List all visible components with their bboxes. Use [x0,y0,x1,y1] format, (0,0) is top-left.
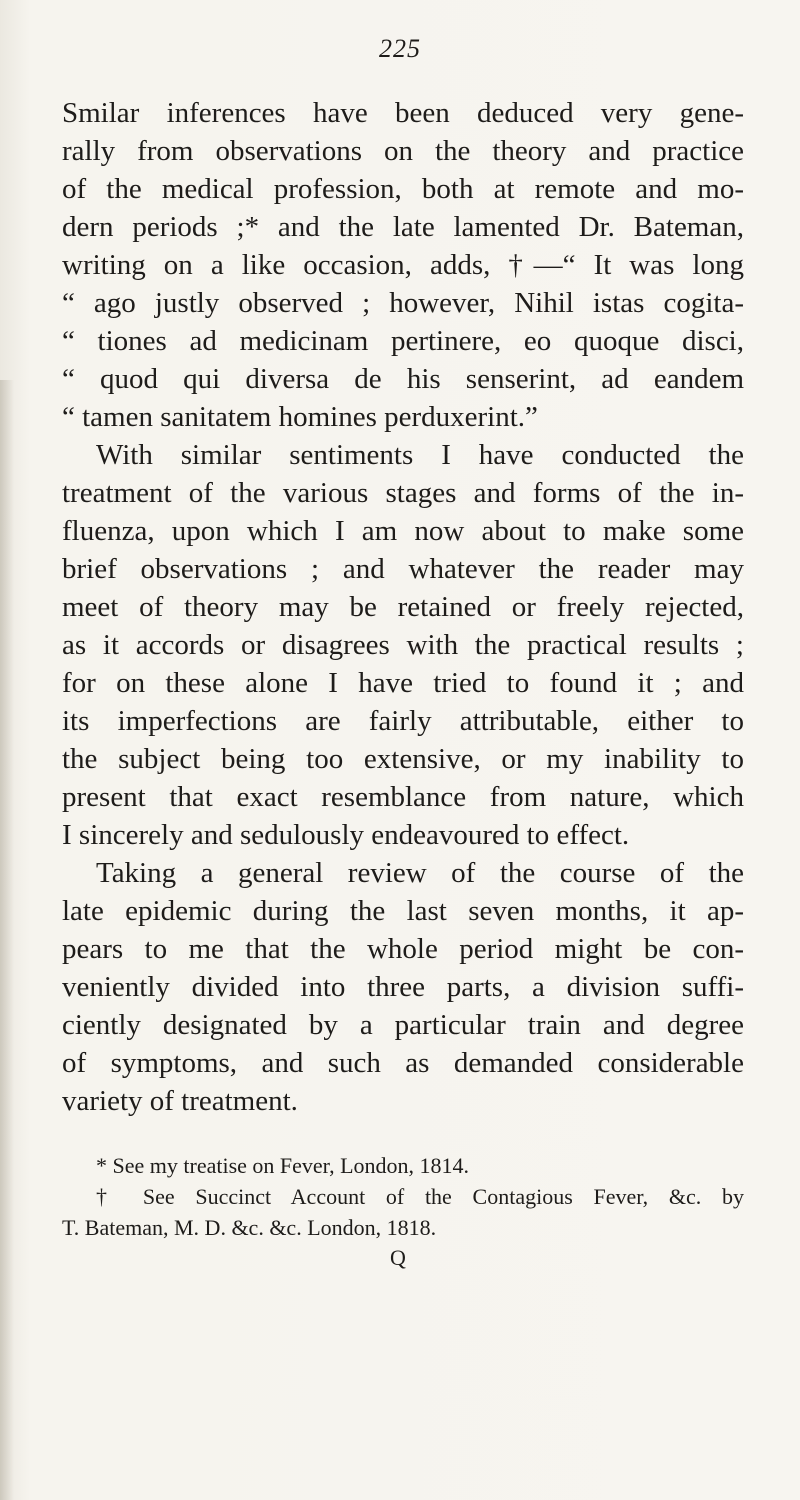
text-line: variety of treatment. [62,1085,298,1117]
text-line: I sincerely and sedulously endeavoured to effect. [62,819,630,851]
text-line: fluenza, upon which I am now about to make some [62,515,744,547]
text-line: pears to me that the whole period might be con- [62,933,744,965]
text-line: Taking a general review of the course of the [96,857,744,889]
text-line: as it accords or disagrees with the practical results ; [62,629,744,661]
text-line: veniently divided into three parts, a division suffi- [62,971,744,1003]
text-line: of the medical profession, both at remote and mo- [62,173,744,205]
text-line: ciently designated by a particular train and degree [62,1009,744,1041]
footnote: T. Bateman, M. D. &c. &c. London, 1818. [62,1215,437,1240]
footnote: * See my treatise on Fever, London, 1814. [96,1153,470,1178]
footnote: † See Succinct Account of the Contagious Fever, &c. by [96,1184,744,1209]
text-line: its imperfections are fairly attributable, either to [62,705,744,737]
text-line: Smilar inferences have been deduced very gene- [62,97,744,129]
text-line: writing on a like occasion, adds, †—“ It was long [62,249,744,281]
text-line: late epidemic during the last seven months, it ap- [62,895,744,927]
printer-signature-mark: Q [390,1245,406,1270]
text-line: treatment of the various stages and forms of the in- [62,477,744,509]
text-line: “ quod qui diversa de his senserint, ad eandem [62,363,744,395]
text-line: for on these alone I have tried to found it ; and [62,667,744,699]
text-line: “ tamen sanitatem homines perduxerint.” [62,401,538,433]
text-line: meet of theory may be retained or freely rejected, [62,591,744,623]
text-line: the subject being too extensive, or my inability to [62,743,744,775]
text-line: dern periods ;* and the late lamented Dr. Bateman, [62,211,744,243]
text-line: present that exact resemblance from nature, which [62,781,744,813]
page-binding-shadow [0,380,14,1500]
page-number: 225 [379,34,421,63]
text-line: rally from observations on the theory and practice [62,135,744,167]
text-line: “ tiones ad medicinam pertinere, eo quoque disci, [62,325,744,357]
text-line: brief observations ; and whatever the reader may [62,553,744,585]
text-line: of symptoms, and such as demanded considerable [62,1047,744,1079]
text-line: “ ago justly observed ; however, Nihil istas cogita- [62,287,744,319]
text-line: With similar sentiments I have conducted the [96,439,744,471]
